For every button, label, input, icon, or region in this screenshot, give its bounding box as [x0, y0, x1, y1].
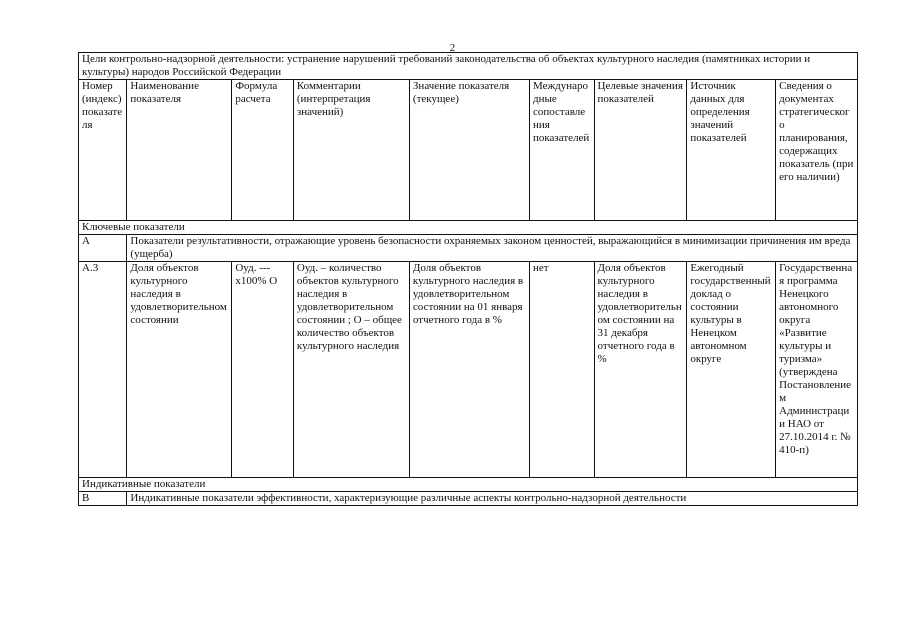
indicator-comment: Оуд. – количество объектов культурного наследия в удовлетворительном состоянии ; О – общее количество объектов культурного наследия	[293, 262, 409, 478]
group-index: В	[79, 492, 127, 506]
page-number: 2	[449, 42, 456, 54]
section-label: Ключевые показатели	[79, 221, 858, 235]
group-a-row	[79, 235, 858, 262]
indicator-target: Доля объектов культурного наследия в удовлетворительном состоянии на 31 декабря отчетного года в %	[594, 262, 687, 478]
header-cell: Номер (индекс) показателя	[79, 80, 127, 221]
group-b-row	[79, 492, 858, 506]
header-cell: Целевые значения показателей	[594, 80, 687, 221]
goal-row	[79, 53, 858, 80]
section-label: Индикативные показатели	[79, 478, 858, 492]
indicators-table	[78, 52, 858, 506]
indicative-row	[79, 478, 858, 492]
goal-cell: Цели контрольно-надзорной деятельности: устранение нарушений требований законодательства об объектах культурного наследия (памятниках истории и культуры) народов Российской Федерации	[79, 53, 858, 80]
indicator-name: Доля объектов культурного наследия в удовлетворительном состоянии	[127, 262, 232, 478]
group-text: Показатели результативности, отражающие уровень безопасности охраняемых законом ценностей, выражающийся в минимизации причинения им вреда (ущерба)	[127, 235, 858, 262]
key-indicators-row	[79, 221, 858, 235]
header-cell: Формула расчета	[232, 80, 294, 221]
header-cell: Комментарии (интерпретация значений)	[293, 80, 409, 221]
indicator-index: А.3	[79, 262, 127, 478]
group-text: Индикативные показатели эффективности, характеризующие различные аспекты контрольно-надзорной деятельности	[127, 492, 858, 506]
indicator-current-value: Доля объектов культурного наследия в удовлетворительном состоянии на 01 января отчетного года в %	[409, 262, 529, 478]
indicator-strategic-docs: Государственная программа Ненецкого автономного округа «Развитие культуры и туризма» (утверждена Постановлением Администрации НАО от 27.10.2014 г. № 410-п)	[776, 262, 858, 478]
indicator-formula: Оуд. ---х100% О	[232, 262, 294, 478]
header-row	[79, 80, 858, 221]
header-cell: Значение показателя (текущее)	[409, 80, 529, 221]
indicator-international: нет	[529, 262, 594, 478]
indicator-row	[79, 262, 858, 478]
header-cell: Наименование показателя	[127, 80, 232, 221]
header-cell: Международные сопоставления показателей	[529, 80, 594, 221]
header-cell: Сведения о документах стратегического планирования, содержащих показатель (при его наличии)	[776, 80, 858, 221]
group-index: А	[79, 235, 127, 262]
header-cell: Источник данных для определения значений показателей	[687, 80, 776, 221]
indicator-source: Ежегодный государственный доклад о состоянии культуры в Ненецком автономном округе	[687, 262, 776, 478]
